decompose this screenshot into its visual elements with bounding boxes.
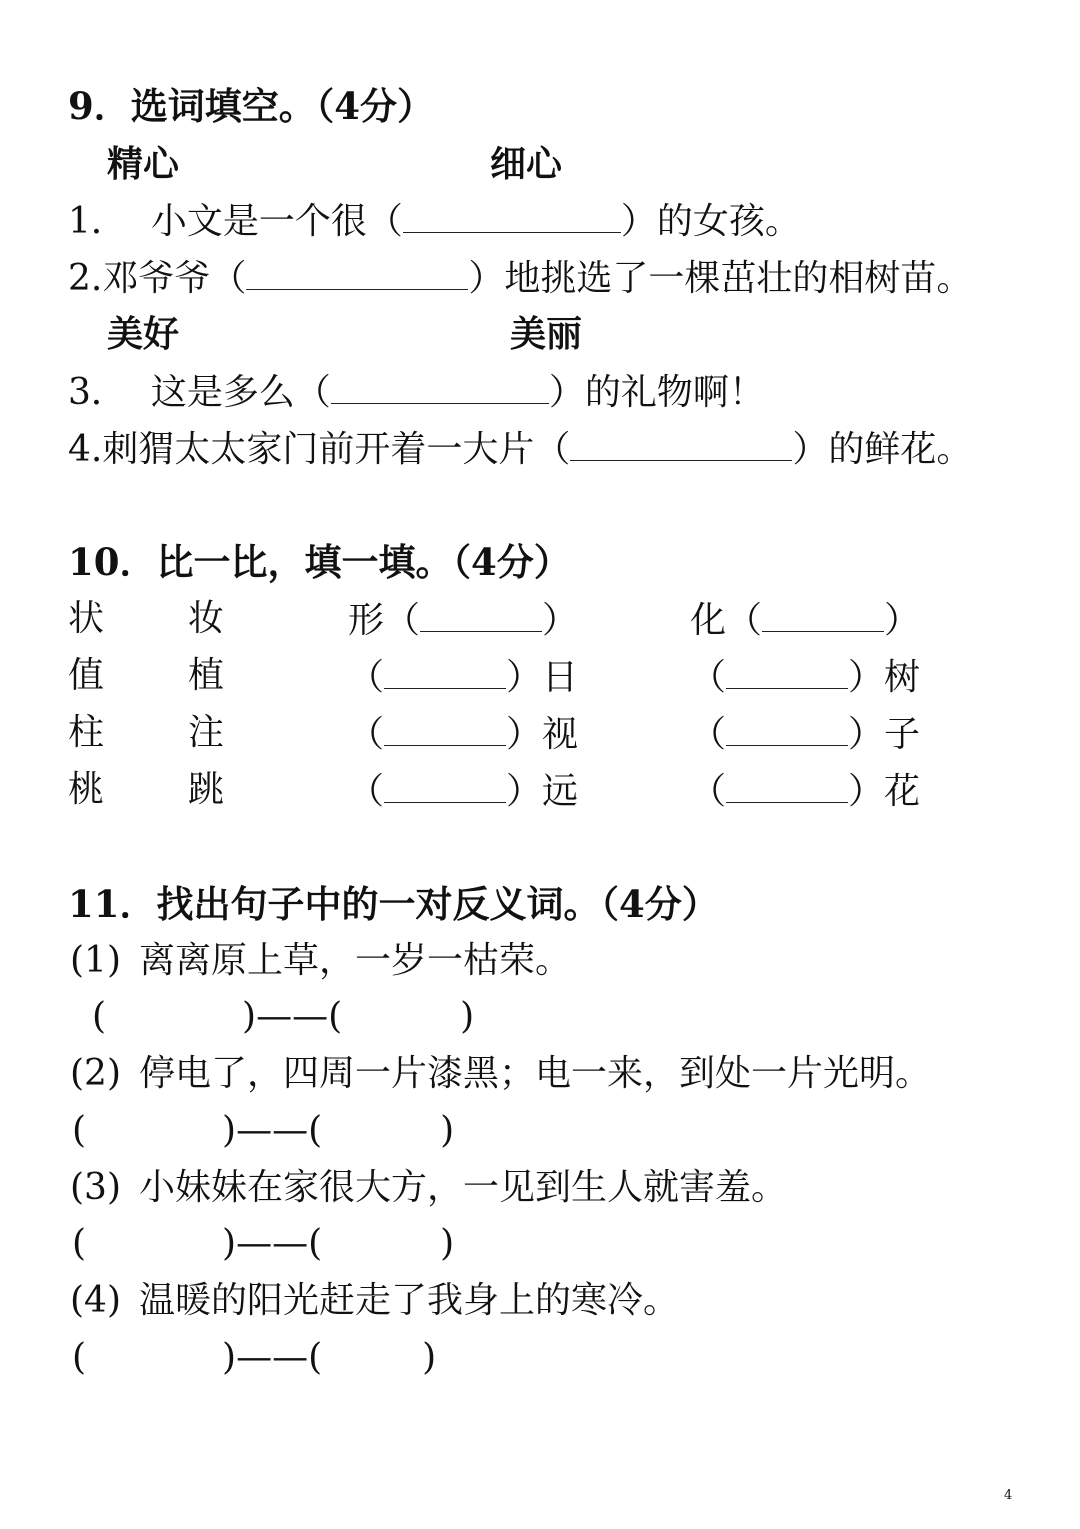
answer-blank[interactable]: [726, 772, 848, 803]
q9-sentence-2: 2.邓爷爷（ ）地挑选了一棵茁壮的相树苗。: [68, 258, 973, 299]
answer-blank[interactable]: [726, 715, 848, 746]
fill-d: （ ）树: [690, 657, 921, 698]
q11-answer-4: ( )——( ): [72, 1337, 437, 1378]
q9-word-4: 美丽: [510, 313, 583, 355]
answer-blank[interactable]: [420, 601, 542, 632]
char-a: 值: [68, 655, 105, 696]
q9-word-3: 美好: [107, 313, 180, 355]
fill-c: （ ）日: [348, 657, 579, 698]
page-number: 4: [1004, 1488, 1013, 1503]
answer-blank[interactable]: [403, 202, 621, 233]
answer-blank[interactable]: [384, 658, 506, 689]
char-b: 注: [188, 712, 225, 753]
q11-answer-2: ( )——( ): [72, 1110, 455, 1151]
answer-blank[interactable]: [726, 658, 848, 689]
q11-title: 11．找出句子中的一对反义词。（4分）: [68, 882, 719, 926]
answer-blank[interactable]: [762, 601, 884, 632]
fill-c: （ ）视: [348, 714, 579, 755]
q9-word-2: 细心: [490, 143, 563, 185]
q11-answer-1: ( )——( ): [92, 996, 475, 1037]
fill-c: （ ）远: [348, 771, 579, 812]
char-a: 状: [68, 598, 105, 639]
q11-item-3: (3) 小妹妹在家很大方，一见到生人就害羞。: [70, 1167, 788, 1208]
q11-item-4: (4) 温暖的阳光赶走了我身上的寒冷。: [70, 1280, 680, 1321]
fill-c: 形（ ）: [348, 600, 579, 641]
char-b: 跳: [188, 769, 225, 810]
fill-d: （ ）花: [690, 771, 921, 812]
q9-word-1: 精心: [107, 143, 180, 185]
fill-d: 化（ ）: [690, 600, 921, 641]
answer-blank[interactable]: [246, 259, 468, 290]
q9-sentence-3: 3． 这是多么（ ）的礼物啊！: [68, 372, 765, 413]
char-b: 植: [188, 655, 225, 696]
q9-title: 9．选词填空。（4分）: [68, 84, 434, 128]
q11-item-1: (1) 离离原上草，一岁一枯荣。: [70, 940, 572, 981]
q11-item-2: (2) 停电了，四周一片漆黑；电一来，到处一片光明。: [70, 1053, 932, 1094]
q11-answer-3: ( )——( ): [72, 1223, 455, 1264]
q10-title: 10．比一比，填一填。（4分）: [68, 540, 571, 584]
answer-blank[interactable]: [384, 715, 506, 746]
answer-blank[interactable]: [384, 772, 506, 803]
char-a: 柱: [68, 712, 105, 753]
answer-blank[interactable]: [331, 373, 549, 404]
char-b: 妆: [188, 598, 225, 639]
char-a: 桃: [68, 769, 105, 810]
fill-d: （ ）子: [690, 714, 921, 755]
q9-sentence-1: 1． 小文是一个很（ ）的女孩。: [68, 201, 801, 242]
q9-sentence-4: 4.刺猬太太家门前开着一大片（ ）的鲜花。: [68, 429, 973, 470]
answer-blank[interactable]: [570, 430, 792, 461]
